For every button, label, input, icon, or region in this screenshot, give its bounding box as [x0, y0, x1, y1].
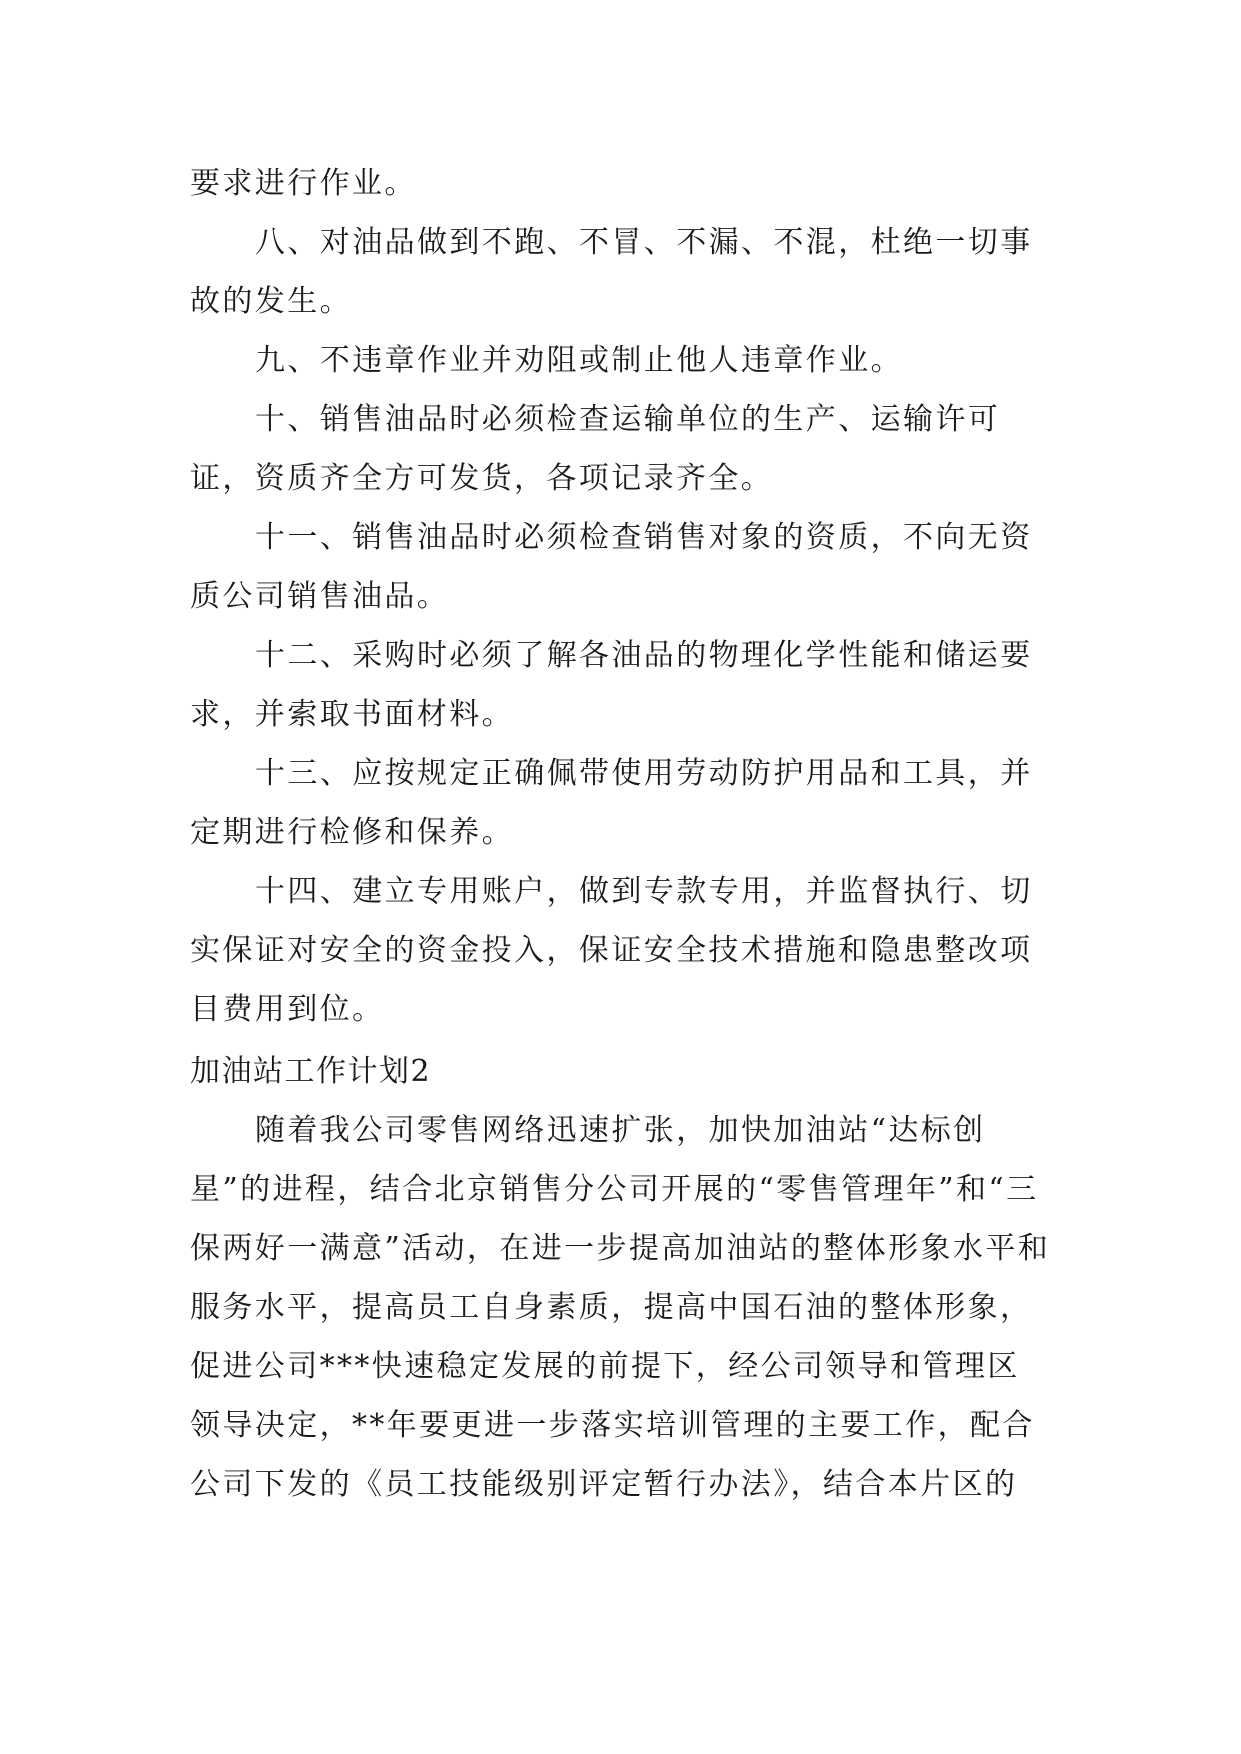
rules-list	[190, 154, 1052, 1039]
rule-item-14: 十四、建立专用账户，做到专款专用，并监督执行、切实保证对安全的资金投入，保证安全技术措施和隐患整改项目费用到位。	[190, 874, 1033, 1027]
plan-paragraph: 随着我公司零售网络迅速扩张，加快加油站“达标创星”的进程，结合北京销售分公司开展的“零售管理年”和“三保两好一满意”活动，在进一步提高加油站的整体形象水平和服务水平，提高员工自身素质，提高中国石油的整体形象，促进公司***快速稳定发展的前提下，经公司领导和管理区领导决定，**年要更进一步落实培训管理的主要工作，配合公司下发的《员工技能级别评定暂行办法》，结合本片区的	[190, 1113, 1051, 1502]
rule-item-9: 九、不违章作业并劝阻或制止他人违章作业。	[255, 343, 903, 378]
paragraph-continuation: 要求进行作业。	[190, 166, 417, 201]
rule-item-12: 十二、采购时必须了解各油品的物理化学性能和储运要求，并索取书面材料。	[190, 638, 1033, 732]
rule-item-10: 十、销售油品时必须检查运输单位的生产、运输许可证，资质齐全方可发货，各项记录齐全。	[190, 402, 1001, 496]
section-title: 加油站工作计划2	[190, 1054, 432, 1089]
rule-item-13: 十三、应按规定正确佩带使用劳动防护用品和工具，并定期进行检修和保养。	[190, 756, 1033, 850]
rule-item-11: 十一、销售油品时必须检查销售对象的资质，不向无资质公司销售油品。	[190, 520, 1033, 614]
rule-item-8: 八、对油品做到不跑、不冒、不漏、不混，杜绝一切事故的发生。	[190, 225, 1033, 319]
plan-body	[190, 1101, 1052, 1514]
